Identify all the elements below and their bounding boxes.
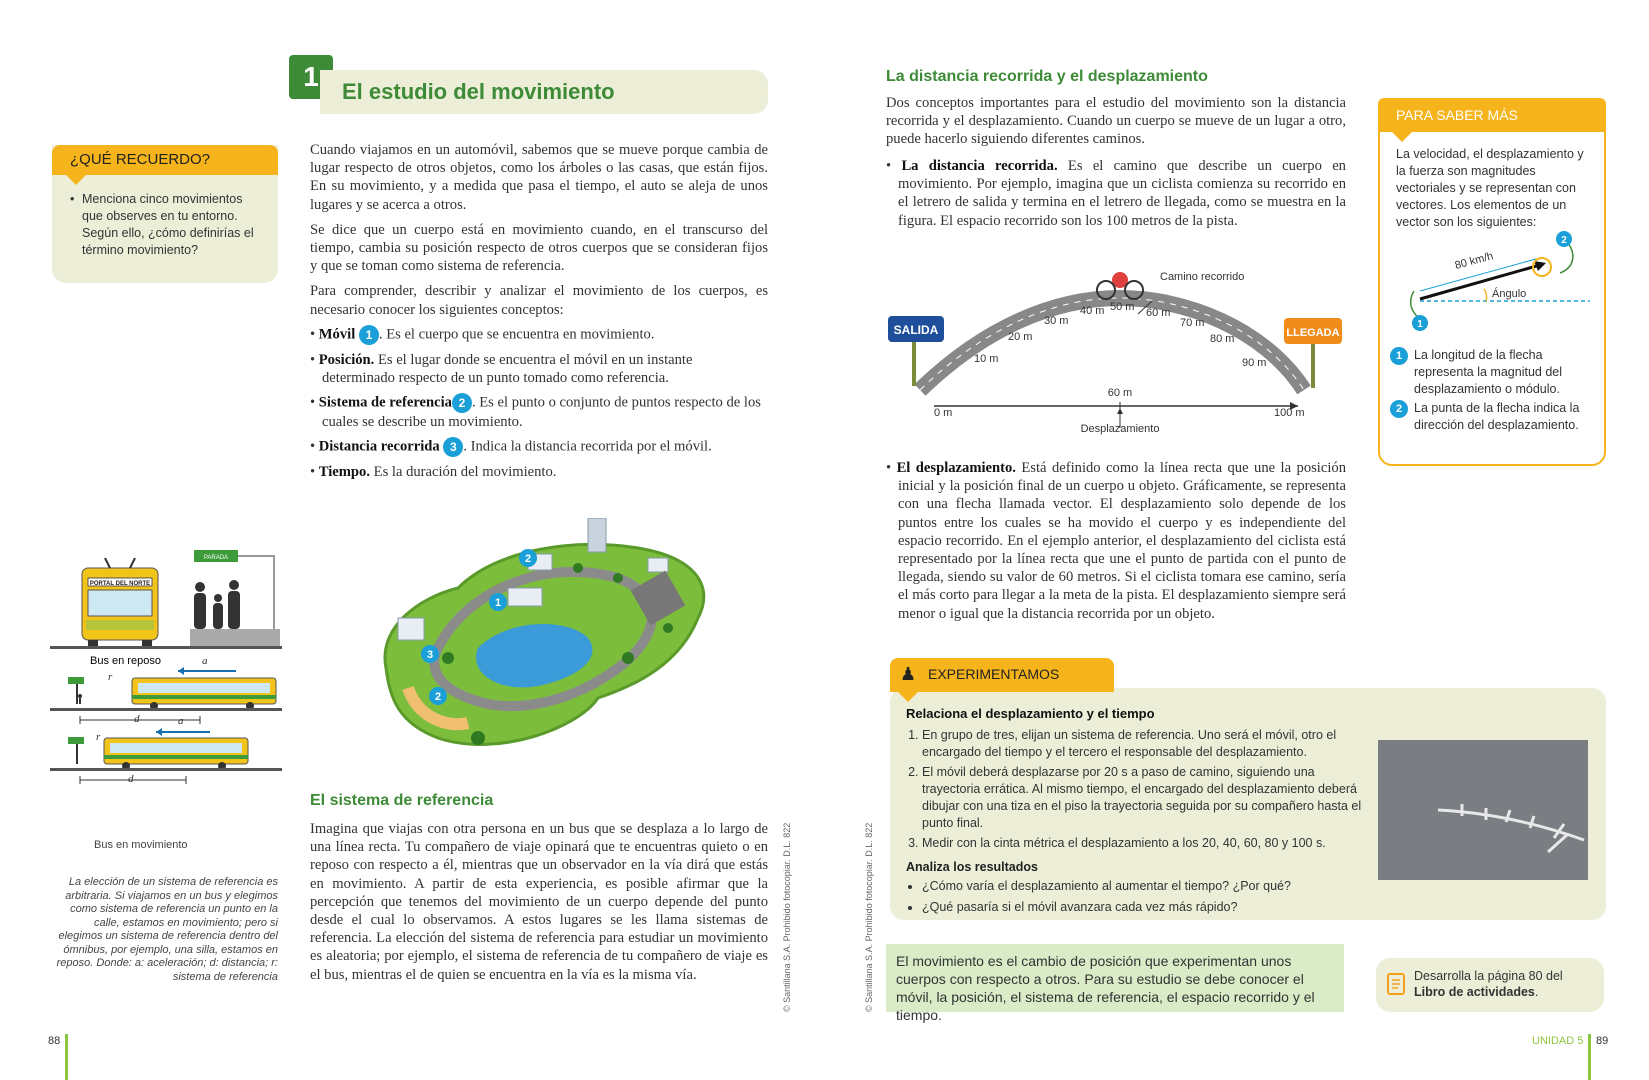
concept-term: Tiempo. xyxy=(318,464,370,481)
sistema-referencia-title: El sistema de referencia xyxy=(310,792,494,809)
experimentamos-content xyxy=(906,706,1366,916)
axis-start: 0 m xyxy=(934,407,953,419)
park-badge-2b xyxy=(429,687,447,705)
desarrolla-period: . xyxy=(1534,985,1539,999)
para-saber-mas-text: La velocidad, el desplazamiento y la fuerza son magnitudes vectoriales y se representan con vectores. Los elementos de un vector son los siguientes: xyxy=(1396,147,1584,229)
concept-text: . Es el punto o conjunto de puntos respecto de los cuales se describe un movimiento. xyxy=(322,394,761,431)
track-diagram xyxy=(884,258,1350,442)
page-title-text: El estudio del movimiento xyxy=(342,79,615,104)
vector-legend xyxy=(1380,341,1604,434)
intro-column xyxy=(310,141,768,482)
desarrolla-box xyxy=(1376,958,1604,1012)
badge-2: 2 xyxy=(452,393,472,413)
page-number-left: 88 xyxy=(48,1035,61,1047)
analysis-question-2: • ¿Qué pasaría si el móvil avanzara cada vez más rápido? xyxy=(922,899,1366,916)
distancia-text: Es el camino que describe un cuerpo en movimiento. Por ejemplo, imagina que un ciclista comienza su recorrido en el letrero de salida y termina en el letrero de llegada, como se muestra en la figura. El espacio recorrido son los 100 metros de la pista. xyxy=(898,158,1346,229)
bus-caption xyxy=(52,876,278,984)
svg-text:2: 2 xyxy=(1561,235,1567,246)
vector-badge-2 xyxy=(1556,231,1572,247)
page-rule-left xyxy=(65,1034,68,1080)
start-sign: SALIDA xyxy=(893,323,939,337)
intro-paragraph-2: Se dice que un cuerpo está en movimiento cuando, en el transcurso del tiempo, cambia su posición respecto de otros cuerpos que se consideran fijos y que se toman como sistema de referencia. xyxy=(310,221,768,275)
para-saber-mas-header: PARA SABER MÁS xyxy=(1380,100,1604,132)
analysis-question-1: • ¿Cómo varía el desplazamiento al aumentar el tiempo? ¿Por qué? xyxy=(922,878,1366,895)
unit-label: UNIDAD 5 xyxy=(1532,1035,1584,1047)
para-saber-mas-box xyxy=(1378,98,1606,466)
section-title-distancia: La distancia recorrida y el desplazamiento xyxy=(886,68,1208,85)
concept-text: Es la duración del movimiento. xyxy=(370,464,557,481)
concept-movil: • Móvil 1 . Es el cuerpo que se encuentra en movimiento. xyxy=(310,325,768,345)
speed-label: 80 km/h xyxy=(1453,250,1495,272)
distancia-intro: Dos conceptos importantes para el estudio del movimiento son la distancia recorrida y el desplazamiento. Cuando un cuerpo se mueve de un lugar a otro, puede hacerlo siguiendo diferentes caminos. xyxy=(886,95,1346,148)
desarrolla-book-link[interactable]: Libro de actividades xyxy=(1414,985,1535,999)
svg-text:2: 2 xyxy=(434,691,442,703)
page-title xyxy=(320,70,768,114)
concept-text: . Indica la distancia recorrida por el móvil. xyxy=(463,438,712,455)
mark-90: 90 m xyxy=(1242,357,1267,369)
page-number-right: 89 xyxy=(1596,1035,1609,1047)
legend-badge-2: 2 xyxy=(1390,400,1408,418)
bus-caption-vars: Donde: a: aceleración; d: distancia; r: sistema de referencia xyxy=(96,957,278,983)
mark-80: 80 m xyxy=(1210,333,1235,345)
var-a: a xyxy=(202,655,208,667)
concept-sistema: • Sistema de referencia 2 . Es el punto o conjunto de puntos respecto de los cuales se describe un movimiento. xyxy=(310,394,761,431)
var-r: r xyxy=(108,671,113,683)
bus-sign-text: PORTAL DEL NORTE xyxy=(89,581,151,587)
concept-list xyxy=(310,325,768,482)
sistema-referencia-text: Imagina que viajas con otra persona en un bus que se desplaza a lo largo de una línea recta. Tu compañero de viaje opinará que te encuentras quieto o en reposo con respecto a él, mientras que un observador en la vía dirá que estás en movimiento. A partir de esta experiencia, es posible afirmar que la percepción que tenemos del movimiento de un cuerpo depende del punto desde el cual lo observamos. A estos lugares se les llama sistemas de referencia. La elección del sistema de referencia para estudiar un movimiento es aleatoria; por ejemplo, el sistema de referencia de tu compañero de viaje es el bus, mientras el de quien se encuentra en la vía es la misma vía. xyxy=(310,821,768,983)
legend-text-2: La punta de la flecha indica la dirección del desplazamiento. xyxy=(1414,401,1580,432)
exp-step-2: 2. El móvil deberá desplazarse por 20 s a paso de camino, siguiendo una trayectoria errática. Al mismo tiempo, el encargado del desplazamiento deberá dibujar con una tiza en el piso la trayectoria seguida por su compañero hasta el punto final. xyxy=(922,764,1366,832)
intro-paragraph-1: Cuando viajamos en un automóvil, sabemos que se mueve porque cambia de lugar respecto de otros objetos, como los árboles o las casas, que están fijos. En su movimiento, y a medida que pasa el tiempo, el auto se aleja de unos lugares y se acerca a otros. xyxy=(310,142,768,213)
intro-paragraph-3: Para comprender, describir y analizar el movimiento de los cuerpos, es necesario conocer los siguientes conceptos: xyxy=(310,283,768,318)
displacement-label: Desplazamiento xyxy=(1080,423,1160,435)
que-recuerdo-item: • Menciona cinco movimientos que observes en tu entorno. Según ello, ¿cómo definirías el término movimiento? xyxy=(70,191,266,259)
vector-badge-1 xyxy=(1412,315,1428,331)
bus-caption-text: La elección de un sistema de referencia es arbitraria. Si viajamos en un bus y elegimos como sistema de referencia un punto en la calle, estamos en movimiento; pero si elegimos un sistema de referencia dentro del ómnibus, por ejemplo, una silla, estamos en reposo. xyxy=(56,876,278,969)
chalk-photo xyxy=(1378,740,1588,880)
page-rule-right xyxy=(1588,1034,1591,1080)
legend-badge-1: 1 xyxy=(1390,347,1408,365)
var-a-2: a xyxy=(178,715,184,727)
unit-number-badge: 1 xyxy=(289,55,333,99)
analysis-title: Analiza los resultados xyxy=(906,860,1038,874)
park-illustration xyxy=(378,518,714,758)
concept-tiempo: • Tiempo. Es la duración del movimiento. xyxy=(310,464,557,481)
concept-text: Es el lugar donde se encuentra el móvil en un instante determinado respecto de un punto tomado como referencia. xyxy=(322,351,693,387)
var-d-2: d xyxy=(128,773,134,785)
desarrolla-text: Desarrolla la página 80 del xyxy=(1414,969,1563,983)
copyright-right: © Santillana S.A. Prohibido fotocopiar. D.L. 822 xyxy=(864,822,874,1012)
legend-text-1: La longitud de la flecha representa la magnitud del desplazamiento o módulo. xyxy=(1414,348,1563,396)
mark-10: 10 m xyxy=(974,353,999,365)
summary-box: El movimiento es el cambio de posición que experimentan unos cuerpos con respecto a otros. Para su estudio se debe conocer el móvil, la posición, el sistema de referencia, el espacio recorrido y el tiempo. xyxy=(886,944,1344,1012)
bus-illustration xyxy=(50,540,282,850)
analysis-questions xyxy=(906,878,1366,916)
var-r-2: r xyxy=(96,731,101,743)
var-d: d xyxy=(134,713,140,725)
exp-step-1: 1. En grupo de tres, elijan un sistema de referencia. Uno será el móvil, otro el encargado del tiempo y el tercero el responsable del desplazamiento. xyxy=(922,727,1366,761)
bus-rest-label: Bus en reposo xyxy=(90,655,161,667)
desplazamiento-term: El desplazamiento. xyxy=(896,460,1016,476)
park-badge-2a xyxy=(519,549,537,567)
angle-label: Ángulo xyxy=(1492,288,1527,300)
mark-70: 70 m xyxy=(1180,317,1205,329)
svg-text:1: 1 xyxy=(1417,319,1423,330)
mark-30: 30 m xyxy=(1044,315,1069,327)
vector-legend-item-1 xyxy=(1390,347,1594,398)
svg-text:2: 2 xyxy=(524,553,532,565)
path-label: Camino recorrido xyxy=(1160,271,1245,283)
mark-60: 60 m xyxy=(1146,307,1171,319)
concept-posicion: • Posición. Es el lugar donde se encuentra el móvil en un instante determinado respecto de un punto tomado como referencia. xyxy=(310,351,693,387)
mark-50: 50 m xyxy=(1110,301,1135,313)
concept-term: Sistema de referencia xyxy=(318,394,452,411)
badge-1: 1 xyxy=(359,325,379,345)
vector-legend-item-2 xyxy=(1390,400,1594,434)
desplazamiento-bullet: • El desplazamiento. Está definido como la línea recta que une la posición inicial y la posición final de un cuerpo u objeto. Gráficamente, se representa con una flecha llamada vector. El desplazamiento solo depende de los puntos entre los cuales se ha movido el cuerpo y es independiente del espacio recorrido. En el ejemplo anterior, el desplazamiento del ciclista está representado por la línea recta que une el punto de partida con el punto de llegada, siendo su valor de 60 metros. Si el ciclista tomara ese camino, sería el más corto para llegar a la meta de la pista. El desplazamiento siempre será menor o igual que la distancia recorrida por un objeto. xyxy=(886,460,1346,622)
axis-end: 100 m xyxy=(1274,407,1305,419)
mark-40: 40 m xyxy=(1080,305,1105,317)
concept-text: . Es el cuerpo que se encuentra en movimiento. xyxy=(378,326,655,343)
concept-distancia: • Distancia recorrida 3 . Indica la distancia recorrida por el móvil. xyxy=(310,437,768,457)
svg-text:1: 1 xyxy=(494,597,502,609)
exp-steps xyxy=(906,727,1366,852)
experimentamos-header: EXPERIMENTAMOS xyxy=(928,666,1060,682)
svg-text:3: 3 xyxy=(426,649,434,661)
notebook-icon xyxy=(1386,972,1408,996)
que-recuerdo-box xyxy=(52,145,278,283)
distancia-bullet: • La distancia recorrida. Es el camino que describe un cuerpo en movimiento. Por ejemplo, imagina que un ciclista comienza su recorrido en el letrero de salida y termina en el letrero de llegada, como se muestra en la figura. El espacio recorrido son los 100 metros de la pista. xyxy=(886,158,1346,229)
stop-sign-text: PARADA xyxy=(203,555,229,561)
park-badge-1 xyxy=(489,593,507,611)
park-badge-3 xyxy=(421,645,439,663)
mark-20: 20 m xyxy=(1008,331,1033,343)
experimentamos-tab xyxy=(890,658,1114,692)
group-icon: ♟ xyxy=(900,664,917,684)
desplazamiento-text: Está definido como la línea recta que une la posición inicial y la posición final de un cuerpo u objeto. Gráficamente, se representa con una flecha llamada vector. El desplazamiento solo depende de los puntos entre los cuales se ha movido el cuerpo y es independiente del espacio recorrido. En el ejemplo anterior, el desplazamiento del ciclista está representado por la línea recta que une el punto de partida con el punto de llegada, siendo su valor de 60 metros. Si el ciclista tomara ese camino, sería el más corto para llegar a la meta de la pista. El desplazamiento siempre será menor o igual que la distancia recorrida por un objeto. xyxy=(898,460,1346,622)
end-sign: LLEGADA xyxy=(1286,327,1340,339)
bus-move-label: Bus en movimiento xyxy=(94,839,188,850)
exp-title: Relaciona el desplazamiento y el tiempo xyxy=(906,706,1155,721)
exp-step-3: 3. Medir con la cinta métrica el desplazamiento a los 20, 40, 60, 80 y 100 s. xyxy=(922,835,1366,852)
axis-mid: 60 m xyxy=(1107,387,1133,399)
copyright-left: © Santillana S.A. Prohibido fotocopiar. D.L. 822 xyxy=(782,822,792,1012)
concept-term: Distancia recorrida xyxy=(318,438,440,455)
distancia-term: La distancia recorrida. xyxy=(901,158,1058,174)
concept-term: Móvil xyxy=(318,326,356,343)
vector-diagram xyxy=(1380,231,1604,341)
concept-term: Posición. xyxy=(318,351,375,368)
badge-3: 3 xyxy=(443,437,463,457)
que-recuerdo-header: ¿QUÉ RECUERDO? xyxy=(52,145,278,175)
